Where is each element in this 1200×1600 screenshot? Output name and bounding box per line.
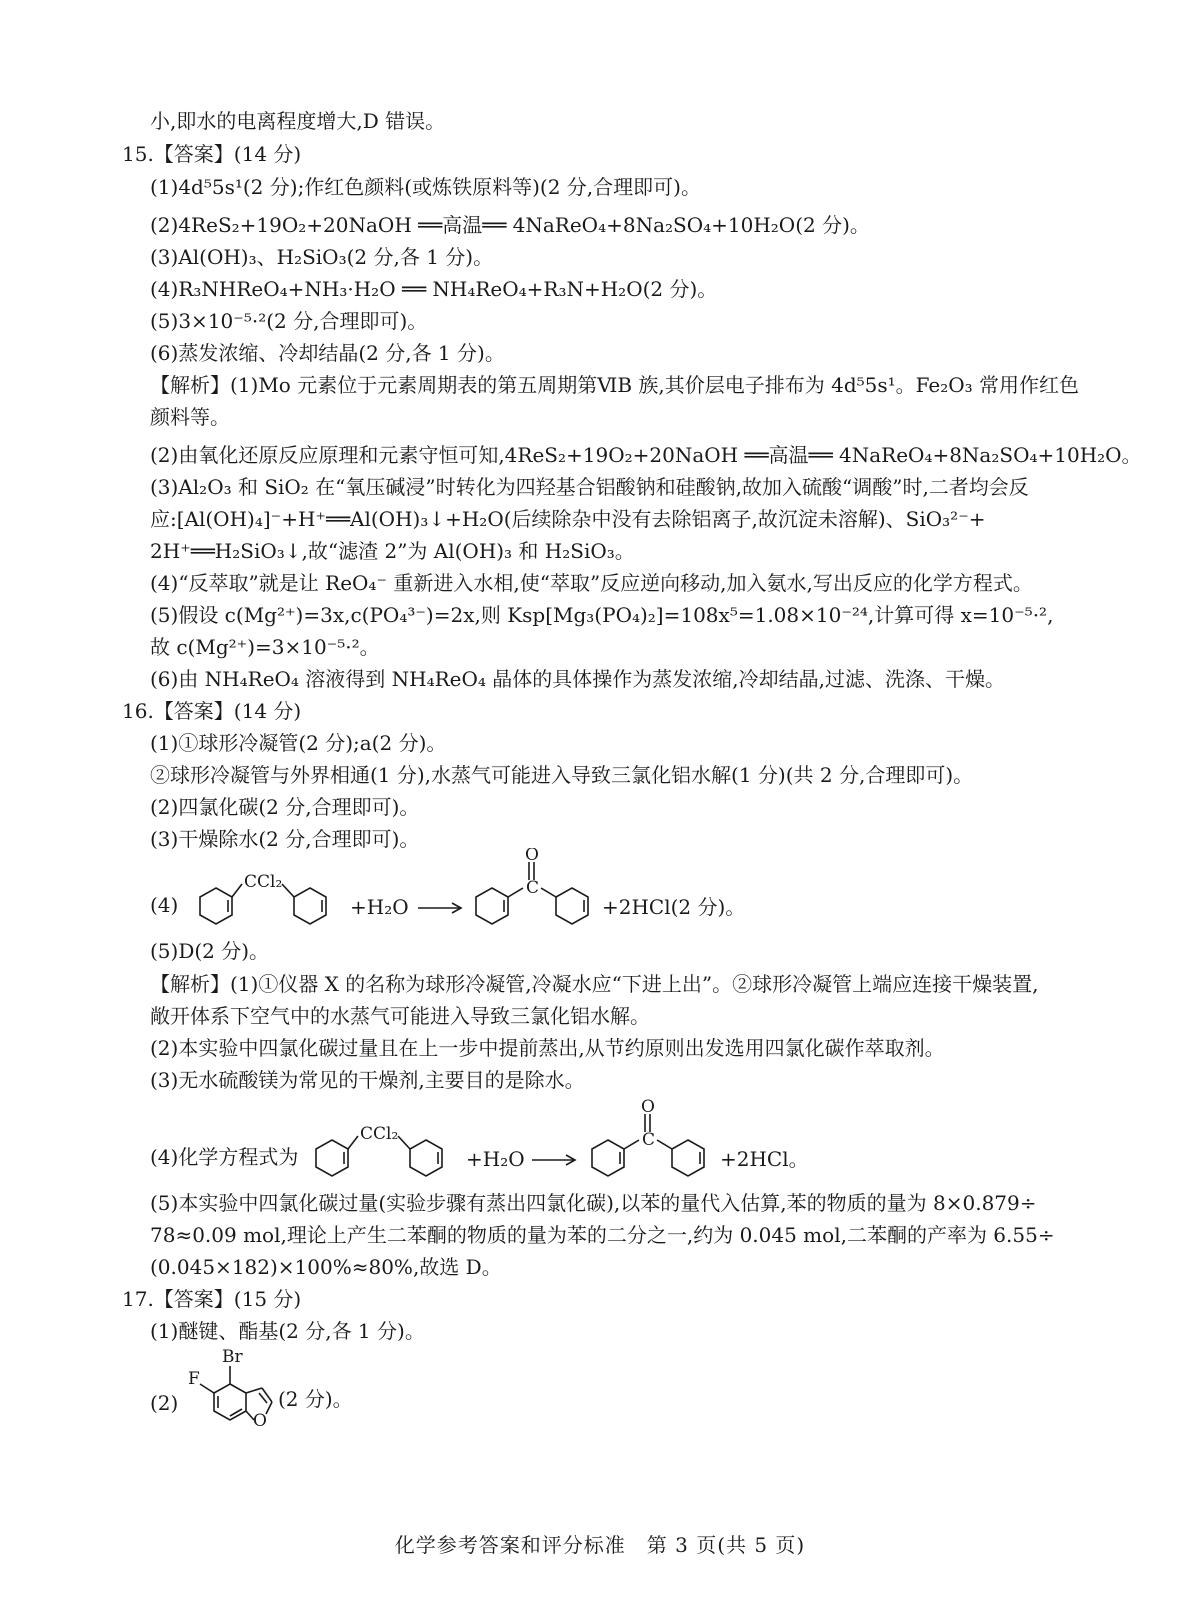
reaction-structures [150, 1094, 1050, 1178]
text-line: 2H⁺══H₂SiO₃↓,故“滤渣 2”为 Al(OH)₃ 和 H₂SiO₃。 [150, 539, 635, 563]
analysis-line: 【解析】(1)①仪器 X 的名称为球形冷凝管,冷凝水应“下进上出”。②球形冷凝管上端应连接干燥装置, [150, 972, 1039, 996]
ccl2-label: CCl₂ [360, 1124, 399, 1144]
reaction-suffix: +2HCl(2 分)。 [602, 895, 746, 919]
benzofuran-structure [150, 1340, 550, 1440]
text-line: 78≈0.09 mol,理论上产生二苯酮的物质的量为苯的二分之一,约为 0.045 mol,二苯酮的产率为 6.55÷ [150, 1223, 1055, 1247]
text-line: (2)四氯化碳(2 分,合理即可)。 [150, 795, 420, 819]
text-line: (5)本实验中四氯化碳过量(实验步骤有蒸出四氯化碳),以苯的量代入估算,苯的物质的量为 8×0.879÷ [150, 1191, 1037, 1215]
text-line: (4)“反萃取”就是让 ReO₄⁻ 重新进入水相,使“萃取”反应逆向移动,加入氨水,写出反应的化学方程式。 [150, 571, 1033, 595]
page-footer: 化学参考答案和评分标准 第 3 页(共 5 页) [394, 1533, 806, 1557]
ccl2-label: CCl₂ [244, 872, 283, 892]
carbonyl-c-label: C [642, 1130, 656, 1150]
text-line: (6)由 NH₄ReO₄ 溶液得到 NH₄ReO₄ 晶体的具体操作为蒸发浓缩,冷却结晶,过滤、洗涤、干燥。 [150, 667, 1006, 691]
text-line: (2)由氧化还原反应原理和元素守恒可知,4ReS₂+19O₂+20NaOH ══高温══ 4NaReO₄+8Na₂SO₄+10H₂O。 [150, 443, 1142, 467]
text-line: (3)Al(OH)₃、H₂SiO₃(2 分,各 1 分)。 [150, 245, 494, 269]
reaction-prefix: (4)化学方程式为 [150, 1145, 299, 1169]
reaction-equation-1 [150, 848, 1050, 928]
text-line: 应:[Al(OH)₄]⁻+H⁺══Al(OH)₃↓+H₂O(后续除杂中没有去除铝离子,故沉淀未溶解)、SiO₃²⁻+ [150, 507, 986, 531]
structure-17-2 [150, 1340, 550, 1440]
answer-heading-17: 17.【答案】(15 分) [122, 1287, 302, 1311]
reaction-structures [150, 848, 1050, 928]
reaction-equation-2 [150, 1094, 1050, 1178]
text-line: (3)干燥除水(2 分,合理即可)。 [150, 827, 420, 851]
text-line: (5)假设 c(Mg²⁺)=3x,c(PO₄³⁻)=2x,则 Ksp[Mg₃(PO₄)₂]=108x⁵=1.08×10⁻²⁴,计算可得 x=10⁻⁵·², [150, 603, 1054, 627]
answer-heading-16: 16.【答案】(14 分) [122, 699, 302, 723]
text-line: (6)蒸发浓缩、冷却结晶(2 分,各 1 分)。 [150, 341, 505, 365]
reaction-prefix: (4) [150, 893, 179, 917]
text-line: (5)3×10⁻⁵·²(2 分,合理即可)。 [150, 309, 428, 333]
carbonyl-o-label: O [525, 848, 539, 865]
text-line: 故 c(Mg²⁺)=3×10⁻⁵·²。 [150, 635, 380, 659]
structure-suffix: (2 分)。 [278, 1387, 353, 1411]
f-label: F [188, 1369, 200, 1389]
carbonyl-c-label: C [526, 878, 540, 898]
plus-water-label: +H₂O [466, 1147, 525, 1171]
text-line: (0.045×182)×100%≈80%,故选 D。 [150, 1255, 502, 1279]
text-line: (2)4ReS₂+19O₂+20NaOH ══高温══ 4NaReO₄+8Na₂SO₄+10H₂O(2 分)。 [150, 213, 870, 237]
text-line: 敞开体系下空气中的水蒸气可能进入导致三氯化铝水解。 [150, 1004, 650, 1028]
text-line: (4)R₃NHReO₄+NH₃·H₂O ══ NH₄ReO₄+R₃N+H₂O(2 分)。 [150, 277, 718, 301]
br-label: Br [222, 1347, 243, 1367]
text-line: 颜料等。 [150, 405, 230, 429]
text-line: ②球形冷凝管与外界相通(1 分),水蒸气可能进入导致三氯化铝水解(1 分)(共 2 分,合理即可)。 [150, 763, 974, 787]
answer-heading-15: 15.【答案】(14 分) [122, 142, 302, 166]
structure-prefix: (2) [150, 1391, 179, 1415]
reaction-suffix: +2HCl。 [720, 1147, 809, 1171]
text-line: 小,即水的电离程度增大,D 错误。 [150, 109, 446, 133]
analysis-line: 【解析】(1)Mo 元素位于元素周期表的第五周期第ⅥB 族,其价层电子排布为 4d⁵5s¹。Fe₂O₃ 常用作红色 [150, 373, 1080, 397]
text-line: (3)无水硫酸镁为常见的干燥剂,主要目的是除水。 [150, 1068, 585, 1092]
text-line: (1)4d⁵5s¹(2 分);作红色颜料(或炼铁原料等)(2 分,合理即可)。 [150, 175, 701, 199]
text-line: (2)本实验中四氯化碳过量且在上一步中提前蒸出,从节约原则出发选用四氯化碳作萃取剂。 [150, 1036, 945, 1060]
text-line: (5)D(2 分)。 [150, 939, 270, 963]
text-line: (1)①球形冷凝管(2 分);a(2 分)。 [150, 731, 447, 755]
plus-water-label: +H₂O [350, 895, 409, 919]
o-label: O [253, 1411, 267, 1431]
carbonyl-o-label: O [641, 1097, 655, 1117]
text-line: (3)Al₂O₃ 和 SiO₂ 在“氧压碱浸”时转化为四羟基合铝酸钠和硅酸钠,故加入硫酸“调酸”时,二者均会反 [150, 475, 1029, 499]
text-line: (1)醚键、酯基(2 分,各 1 分)。 [150, 1319, 425, 1343]
